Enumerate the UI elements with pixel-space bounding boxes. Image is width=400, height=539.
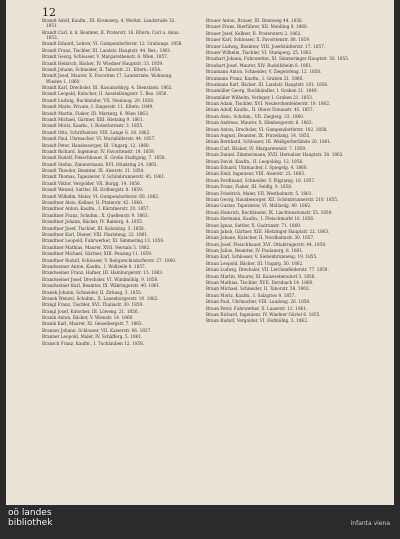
directory-entry: Brauer Franz, Bierführer, XII. Meidling 9. 1860. bbox=[206, 24, 309, 30]
directory-entry: Brauer Anton, Brauer, III. Rennweg 44. 1856. bbox=[206, 18, 304, 23]
directory-entry: Brandweiner Anton, Kaufm., I. Wollzeile 8. 1857. bbox=[42, 263, 147, 269]
directory-entry: Brandt Heinrich, Bäcker, IV. Wiedner Hauptstr. 33. 1859. bbox=[42, 60, 164, 66]
directory-entry: Brandt Martin, Fiaker, III. Marxerg. 6. Wien 1863. bbox=[42, 110, 150, 116]
footer-bar bbox=[0, 505, 400, 539]
directory-entry: Braun Ludwig, Drechsler, VII. Lerchenfelderstr. 77. 1859. bbox=[206, 267, 329, 273]
directory-entry: Brandt Ludwig, Buchbinder, VII. Neubaug. 29. 1856. bbox=[42, 97, 155, 103]
page-number: 12 bbox=[42, 6, 56, 19]
directory-entry: Braun Emil, Ingenieur, VIII. Alserstr. 23. 1863. bbox=[206, 171, 306, 177]
directory-entry: Brandt Viktor, Vergolder, VII. Burgg. 14. 1856. bbox=[42, 180, 141, 186]
directory-entry: Braun Friedrich, Maler, VII. Westbahnstr. 5. 1861. bbox=[206, 190, 313, 196]
directory-entry: Brandt Paul, Uhrmacher, VI. Mariahilferstr. 44. 1857. bbox=[42, 136, 156, 142]
directory-entry: Braun Daniel, Zimmermann, XVII. Hernalser Hauptstr. 38. 1862. bbox=[206, 152, 344, 158]
directory-entry: Braun Adolf, Kaufm., II. Obere Donaustr. 45. 1857. bbox=[206, 107, 314, 113]
directory-entry: Brangl Franz, Tischler, XVI. Thaliastr. 30. 1859. bbox=[42, 302, 144, 308]
directory-entry: Braun August, Beamter, IX. Porzellang. 14. 1855. bbox=[206, 133, 311, 139]
directory-entry: Braun David, Kaufm., II. Leopoldsg. 12. 1856. bbox=[206, 158, 304, 164]
directory-entry: Brandt Franz, Tischler, III. Landstr. Hauptstr. 44. Bez.: 1861. bbox=[42, 47, 172, 53]
directory-entry: Brandtner Michael, Gärtner, XIII. Penzing 11. 1859. bbox=[42, 251, 153, 257]
directory-entry: Brandt Carl, k. k. Beamter, II. Praterstr. 16. Eltern: Carl u. Anna. 1853. bbox=[42, 29, 180, 40]
directory-entry: Braun Josef, Fleischhauer, XVI. Ottakringerstr. 44. 1858. bbox=[206, 241, 327, 247]
directory-entry: Branner Johann, Schlosser, VII. Kaiserstr. 66. 1857. bbox=[42, 327, 152, 333]
directory-entry: Braun Bernhard, Schlosser, III. Weißgerberlände 20. 1861. bbox=[206, 139, 332, 145]
directory-entry: Braun Adam, Tischler, XVI. Neulerchenfelderstr. 19. 1862. bbox=[206, 101, 331, 107]
directory-entry: Branek Johann, Schneider, II. Zirkusg. 3. 1855. bbox=[42, 289, 143, 295]
directory-entry: Braun Martin, Maurer, XI. Kaiserebersdorf 3. 1856. bbox=[206, 273, 316, 279]
directory-entry: Braun Paul, Uhrmacher, VIII. Laudong. 26. 1858. bbox=[206, 299, 311, 305]
directory-entry: Brauer Karl, Schlosser, X. Favoritenstr. 88. 1859. bbox=[206, 37, 311, 43]
directory-entry: Braun Johann, Kutscher, II. Nordbahnstr. 30. 1857. bbox=[206, 235, 315, 241]
directory-entry: Brandt Thomas, Tapezierer, V. Schönbrunnerstr. 45. 1861. bbox=[42, 174, 166, 180]
directory-entry: Braun Mathias, Tischler, XVII. Dornbach 14. 1860. bbox=[206, 280, 314, 286]
directory-entry: Brandtner Johann, Bäcker, IV. Rainerg. 4. 1855. bbox=[42, 219, 144, 225]
brand-label: infanta viena bbox=[350, 520, 390, 527]
directory-entry: Branik Karl, Maurer, XI. Geiselbergstr. 7. 1863. bbox=[42, 321, 143, 327]
directory-entry: Brandt Eduard, Lehrer, VI. Gumpendorferstr. 12. Grabungs. 1858. bbox=[42, 41, 183, 47]
directory-entry: Braun Georg, Hausbesorger, XII. Schönbrunnerstr. 210. 1855. bbox=[206, 196, 339, 202]
directory-entry: Bransch Franz, Kaufm., I. Tuchlauben 12. 1858. bbox=[42, 340, 145, 346]
logo-line-1: oö landes bbox=[8, 508, 52, 518]
directory-entry: Brandtner Anton, Kaufm., I. Kärntnerstr. 20. 1857. bbox=[42, 206, 150, 212]
directory-entry: Brandtner Rudolf, Schlosser, V. Reinprechtsdorferstr. 27. 1860. bbox=[42, 257, 177, 263]
directory-entry: Braun Ignaz, Sattler, X. Gudrunstr. 71. 1860. bbox=[206, 222, 302, 228]
directory-entry: Brandt Stefan, Zimmermann, XVI. Ottakring 24. 1863. bbox=[42, 161, 158, 167]
directory-entry: Brauer Josef, Kellner, II. Praterstern 2. 1862. bbox=[206, 30, 302, 36]
directory-entry: Braun Michael, Schneider, II. Taborstr. 58. 1863. bbox=[206, 286, 310, 292]
directory-entry: Brandt Wilhelm, Maler, VI. Gumpendorferstr. 60. 1862. bbox=[42, 193, 160, 199]
directory-entry: Brandt Marie, Private, I. Singerstr. 11. Eltern: 1849. bbox=[42, 104, 154, 110]
directory-entry: Brandt Johann, Schneider, II. Taborstr. 21. Eltern: 1854. bbox=[42, 66, 162, 72]
directory-entry: Braumüller Wilhelm, Verleger, I. Graben 21. 1853. bbox=[206, 94, 314, 100]
directory-entry: Braun Moriz, Kaufm., I. Salzgries 9. 1857. bbox=[206, 292, 296, 298]
directory-entry: Braumann Karl, Bäcker, III. Landstr. Hauptstr. 101. 1856. bbox=[206, 81, 329, 87]
directory-entry: Brandtner Franz, Schuhm., X. Quellenstr. 9. 1863. bbox=[42, 212, 149, 218]
directory-entry: Brandt Moriz, Kaufm., I. Rotenturmstr. 3. 1855. bbox=[42, 123, 144, 129]
directory-entry: Brandtner Mathias, Maurer, XVII. Hernals 5. 1862. bbox=[42, 244, 151, 250]
directory-entry: Braun Julius, Beamter, IV. Paulanerg. 8. 1861. bbox=[206, 248, 304, 254]
directory-entry: Brandt Otto, Schriftsetzer, VIII. Lange G. 18. 1862. bbox=[42, 129, 151, 135]
directory-entry: Braun Peter, Fuhrwerker, X. Laaerstr. 12. 1861. bbox=[206, 305, 308, 311]
logo-line-2: bibliothek bbox=[8, 518, 53, 528]
directory-entry: Braun Jakob, Gärtner, XIII. Hietzinger Hauptstr. 22. 1863. bbox=[206, 228, 330, 234]
directory-entry: Brandweiner Josef, Drechsler, VI. Windmühlg. 9. 1858. bbox=[42, 276, 159, 282]
directory-entry: Braun Gustav, Tapezierer, VI. Mollardg. 40. 1862. bbox=[206, 203, 312, 209]
directory-entry: Brandt Theodor, Beamter, IX. Alserstr. 31. 1854. bbox=[42, 168, 145, 174]
directory-entry: Brandtner Leopold, Fuhrwerker, XI. Simmering 13. 1856. bbox=[42, 238, 165, 244]
document-page bbox=[6, 0, 394, 505]
directory-entry: Braun Hermann, Kaufm., I. Fleischmarkt 16. 1856. bbox=[206, 216, 315, 222]
directory-entry: Brandtner Josef, Tischler, III. Kolonitzg. 3. 1858. bbox=[42, 225, 145, 231]
directory-entry: Braun Carl, Bäcker, IV. Margaretenstr. 7. 1859. bbox=[206, 145, 307, 151]
directory-entry: Brandt Rudolf, Fleischhauer, II. Große Stadtgutg. 7. 1858. bbox=[42, 155, 166, 161]
directory-entry: Brandt Wenzel, Sattler, III. Erdbergstr. 8. 1859. bbox=[42, 187, 144, 193]
directory-entry: Braun Heinrich, Buchbinder, IX. Liechtensteinstr. 55. 1859. bbox=[206, 209, 333, 215]
directory-entry: Brandt Richard, Ingenieur, IV. Favoritenstr. 19. 1859. bbox=[42, 148, 156, 154]
directory-entry: Brandt Leopold, Kutscher, II. Ausstellungsstr. 5. Bez. 1858. bbox=[42, 91, 168, 97]
directory-entry: Branik Anton, Bäcker, V. Wienstr. 14. 1860. bbox=[42, 315, 134, 321]
directory-entry: Braumüller Georg, Buchhändler, I. Graben 21. 1849. bbox=[206, 88, 318, 94]
directory-entry: Braun Andreas, Maurer, X. Himbergerstr. 6. 1863. bbox=[206, 120, 313, 126]
directory-entry: Braun Leopold, Bäcker, III. Ungarg. 50. 1862. bbox=[206, 260, 304, 266]
directory-entry: Brandtner Karl, Diener, VIII. Piaristeng. 22. 1861. bbox=[42, 232, 149, 237]
directory-entry: Brandt Karl, Drechsler, III. Rasumofskyg. 4. Dienstzeit: 1862. bbox=[42, 85, 173, 91]
directory-entry: Braun Richard, Ingenieur, IV. Wiedner Gürtel 6. 1855. bbox=[206, 311, 321, 317]
directory-entry: Brandt Peter, Hausbesorger, III. Ungarg. 12. 1860. bbox=[42, 142, 150, 148]
directory-entry: Branek Wenzel, Schuhm., X. Laxenburgerstr. 18. 1862. bbox=[42, 295, 159, 301]
directory-entry: Braumann Franz, Kaufm., I. Graben 21. 1860. bbox=[206, 75, 304, 81]
directory-entry: Brandt Adolf, Kaufm., III. Kremserg. 4, Werkst. Landstraße 32. 1851. bbox=[42, 18, 176, 29]
directory-entry: Braun Eduard, Uhrmacher, I. Spiegelg. 4. 1860. bbox=[206, 164, 308, 170]
directory-entry: Branner Leopold, Maler, IV. Schäfferg. 5. 1861. bbox=[42, 334, 143, 340]
directory-entry: Braumann Anton, Schneider, V. Ziegelofeng. 12. 1858. bbox=[206, 69, 322, 75]
directory-entry: Brangl Josef, Kutscher, III. Löweng. 21. 1856. bbox=[42, 308, 139, 314]
directory-entry: Brandweiner Karl, Beamter, IX. Währingerstr. 40. 1861. bbox=[42, 283, 161, 289]
directory-entry: Braun Alois, Schuhm., VII. Zieglerg. 33. 1860. bbox=[206, 113, 305, 119]
directory-entry: Brandweiner Franz, Hafner, III. Hainburgerstr. 15. 1863. bbox=[42, 270, 164, 276]
directory-entry: Brauer Ludwig, Beamter, VIII. Josefstädterstr. 17. 1857. bbox=[206, 43, 326, 49]
directory-entry: Braun Karl, Schlosser, V. Siebenbrunneng. 19. 1855. bbox=[206, 254, 318, 260]
directory-entry: Brauer Wilhelm, Tischler, VI. Stumperg. 25. 1863. bbox=[206, 49, 313, 55]
directory-entry: Braun Anton, Drechsler, VI. Gumpendorferstr. 102. 1858. bbox=[206, 126, 328, 132]
right-column bbox=[206, 18, 352, 325]
left-column bbox=[42, 18, 188, 347]
directory-entry: Braun Franz, Fiaker, III. Seidlg. 9. 1858. bbox=[206, 184, 293, 190]
directory-entry: Braun Ferdinand, Schneider, V. Pilgramg. 16. 1857. bbox=[206, 177, 316, 183]
directory-entry: Brandt Michael, Gärtner, XIII. Hietzing 9. 1861. bbox=[42, 116, 144, 122]
directory-entry: Brandt Georg, Schlosser, V. Margarethenstr. 8. Wien, 1857. bbox=[42, 54, 169, 60]
directory-entry: Brauhart Johann, Fuhrwerker, XI. Simmeringer Hauptstr. 50. 1855. bbox=[206, 56, 350, 62]
directory-entry: Brandt Josef, Maurer, X. Favoriten 17, Landstraße, Wohnung: Wieden 1, 1860. bbox=[42, 73, 173, 84]
directory-entry: Brauhart Josef, Maurer, XIV. Rudolfsheim 8. 1861. bbox=[206, 62, 313, 68]
directory-entry: Brandtner Alois, Kellner, II. Praterstr. 42. 1860. bbox=[42, 200, 144, 206]
library-logo bbox=[8, 508, 52, 528]
directory-entry: Braun Rudolf, Vergolder, VI. Hofmühlg. 3. 1862. bbox=[206, 318, 309, 324]
